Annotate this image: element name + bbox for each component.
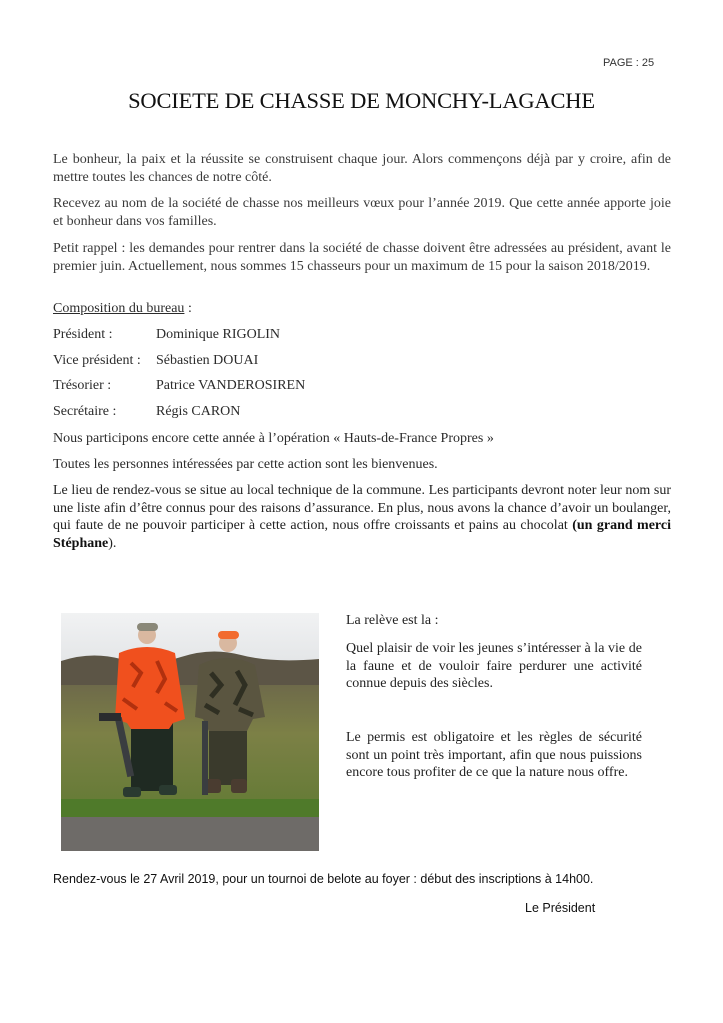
right-cap bbox=[218, 631, 239, 639]
bureau-member bbox=[53, 327, 280, 343]
welcome-line: Toutes les personnes intéressées par cette action sont les bienvenues. bbox=[53, 457, 438, 472]
intro-paragraph: Le bonheur, la paix et la réussite se construisent chaque jour. Alors commençons déjà par y croire, afin de mettre toutes les chances de notre côté. bbox=[53, 152, 671, 185]
wishes-paragraph: Recevez au nom de la société de chasse nos meilleurs vœux pour l’année 2019. Que cette année apporte joie et bonheur dans vos familles. bbox=[53, 196, 671, 229]
left-gun-stock bbox=[99, 713, 121, 721]
operation-details bbox=[53, 482, 671, 552]
left-legs bbox=[131, 723, 173, 791]
hunters-photo bbox=[61, 613, 319, 851]
paren-open: ( bbox=[572, 518, 577, 533]
right-gun bbox=[202, 721, 208, 795]
member-role: Secrétaire : bbox=[53, 404, 117, 419]
signature: Le Président bbox=[525, 901, 596, 915]
paren-close: ). bbox=[108, 535, 117, 551]
bureau-member bbox=[53, 404, 240, 420]
left-cap bbox=[137, 623, 158, 631]
hunters-photo-image bbox=[61, 613, 319, 851]
operation-line: Nous participons encore cette année à l’opération « Hauts-de-France Propres » bbox=[53, 431, 494, 446]
member-role: Vice président : bbox=[53, 353, 141, 368]
member-name: Régis CARON bbox=[156, 404, 241, 419]
reminder-paragraph: Petit rappel : les demandes pour rentrer dans la société de chasse doivent être adressées au président, avant le premier juin. Actuellement, nous sommes 15 chasseurs pour un maximum de 15 pour la saison 2018/2019. bbox=[53, 241, 671, 274]
releve-text-1: Quel plaisir de voir les jeunes s’intéresser à la vie de la faune et de vouloir faire perdurer une activité connue depuis des siècles. bbox=[346, 641, 642, 691]
member-name: Sébastien DOUAI bbox=[156, 353, 259, 368]
left-jacket bbox=[115, 647, 185, 729]
road bbox=[61, 817, 319, 851]
bureau-heading bbox=[53, 301, 192, 317]
bureau-member bbox=[53, 378, 305, 394]
bureau-member bbox=[53, 353, 258, 369]
event-announcement: Rendez-vous le 27 Avril 2019, pour un tournoi de belote au foyer : début des inscriptions à 14h00. bbox=[53, 872, 594, 886]
details-text: Le lieu de rendez-vous se situe au local technique de la commune. Les participants devront noter leur nom sur une liste afin d’être connus pour des raisons d’assurance. En plus, nous avons la chance d’avoir un boulanger, qui faute de ne pouvoir participer à cette action, nous offre croissants et pains au chocolat bbox=[53, 483, 671, 533]
right-boot-r bbox=[231, 779, 247, 793]
right-legs bbox=[209, 725, 247, 785]
left-boot-r bbox=[159, 785, 177, 795]
member-name: Patrice VANDEROSIREN bbox=[156, 378, 306, 393]
bureau-heading-suffix: : bbox=[184, 301, 192, 316]
releve-text-2: Le permis est obligatoire et les règles de sécurité sont un point très important, afin que nous puissions encore tous profiter de ce que la nature nous offre. bbox=[346, 730, 642, 780]
thanks-text: un grand merci Stéphane bbox=[53, 518, 671, 551]
page-title: SOCIETE DE CHASSE DE MONCHY-LAGACHE bbox=[128, 88, 595, 113]
left-boot-l bbox=[123, 787, 141, 797]
bureau-heading-label: Composition du bureau bbox=[53, 301, 185, 316]
member-role: Trésorier : bbox=[53, 378, 112, 393]
releve-title: La relève est la : bbox=[346, 613, 439, 628]
page-number: PAGE : 25 bbox=[603, 57, 655, 69]
member-name: Dominique RIGOLIN bbox=[156, 327, 281, 342]
grass-strip bbox=[61, 799, 319, 817]
member-role: Président : bbox=[53, 327, 113, 342]
